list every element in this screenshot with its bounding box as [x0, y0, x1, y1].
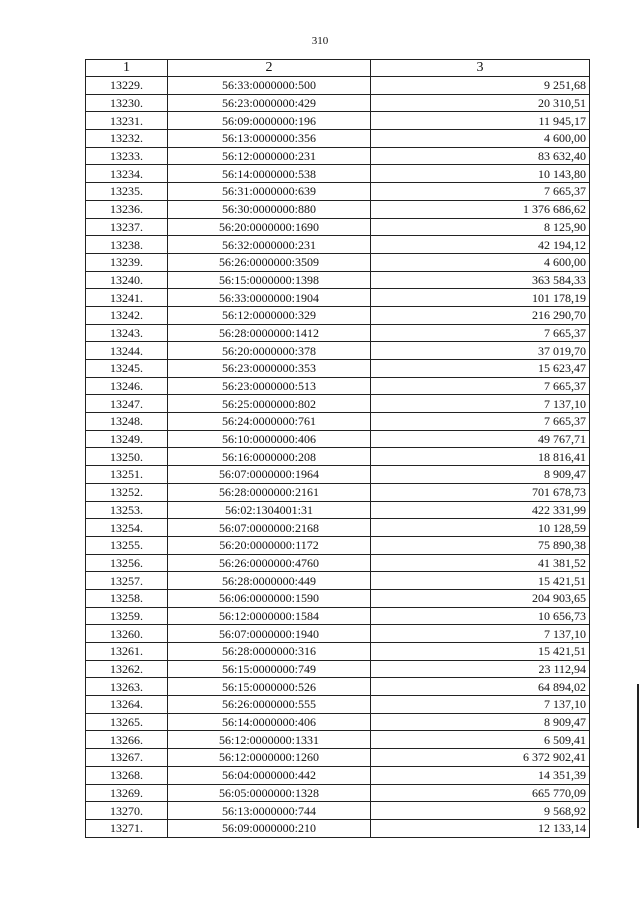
amount-cell: 41 381,52: [371, 554, 590, 572]
row-number-cell: 13261.: [86, 643, 168, 661]
row-number-cell: 13263.: [86, 678, 168, 696]
cadastral-number-cell: 56:26:0000000:555: [168, 696, 371, 714]
page-edge-mark: [637, 684, 639, 828]
row-number-cell: 13271.: [86, 819, 168, 837]
table-row: [86, 678, 590, 696]
row-number-cell: 13232.: [86, 130, 168, 148]
cadastral-number-cell: 56:12:0000000:1584: [168, 607, 371, 625]
cadastral-number-cell: 56:23:0000000:513: [168, 377, 371, 395]
amount-cell: 665 770,09: [371, 784, 590, 802]
header-col-2: 2: [168, 60, 371, 77]
row-number-cell: 13265.: [86, 713, 168, 731]
cadastral-number-cell: 56:24:0000000:761: [168, 413, 371, 431]
cadastral-number-cell: 56:25:0000000:802: [168, 395, 371, 413]
cadastral-number-cell: 56:31:0000000:639: [168, 183, 371, 201]
cadastral-number-cell: 56:15:0000000:526: [168, 678, 371, 696]
row-number-cell: 13253.: [86, 501, 168, 519]
cadastral-number-cell: 56:26:0000000:3509: [168, 253, 371, 271]
amount-cell: 11 945,17: [371, 112, 590, 130]
header-row: [86, 60, 590, 77]
table-row: [86, 183, 590, 201]
cadastral-number-cell: 56:10:0000000:406: [168, 430, 371, 448]
row-number-cell: 13243.: [86, 324, 168, 342]
table-row: [86, 625, 590, 643]
table-row: [86, 342, 590, 360]
table-row: [86, 395, 590, 413]
table-row: [86, 77, 590, 95]
table-row: [86, 572, 590, 590]
table-row: [86, 766, 590, 784]
amount-cell: 7 137,10: [371, 696, 590, 714]
cadastral-number-cell: 56:12:0000000:1260: [168, 749, 371, 767]
row-number-cell: 13256.: [86, 554, 168, 572]
table-row: [86, 324, 590, 342]
cadastral-number-cell: 56:30:0000000:880: [168, 200, 371, 218]
header-col-1: 1: [86, 60, 168, 77]
cadastral-number-cell: 56:07:0000000:1964: [168, 466, 371, 484]
table-row: [86, 377, 590, 395]
table-row: [86, 554, 590, 572]
amount-cell: 42 194,12: [371, 236, 590, 254]
table-row: [86, 165, 590, 183]
amount-cell: 7 137,10: [371, 395, 590, 413]
table-row: [86, 713, 590, 731]
row-number-cell: 13252.: [86, 483, 168, 501]
row-number-cell: 13248.: [86, 413, 168, 431]
cadastral-number-cell: 56:28:0000000:1412: [168, 324, 371, 342]
cadastral-number-cell: 56:20:0000000:1172: [168, 536, 371, 554]
amount-cell: 7 137,10: [371, 625, 590, 643]
row-number-cell: 13250.: [86, 448, 168, 466]
table-row: [86, 607, 590, 625]
table-row: [86, 643, 590, 661]
table-row: [86, 289, 590, 307]
amount-cell: 9 568,92: [371, 802, 590, 820]
cadastral-number-cell: 56:14:0000000:406: [168, 713, 371, 731]
amount-cell: 49 767,71: [371, 430, 590, 448]
cadastral-number-cell: 56:09:0000000:196: [168, 112, 371, 130]
cadastral-number-cell: 56:12:0000000:231: [168, 147, 371, 165]
cadastral-number-cell: 56:32:0000000:231: [168, 236, 371, 254]
cadastral-number-cell: 56:26:0000000:4760: [168, 554, 371, 572]
row-number-cell: 13267.: [86, 749, 168, 767]
table-row: [86, 306, 590, 324]
table-body: [86, 77, 590, 838]
amount-cell: 9 251,68: [371, 77, 590, 95]
amount-cell: 10 128,59: [371, 519, 590, 537]
row-number-cell: 13260.: [86, 625, 168, 643]
row-number-cell: 13246.: [86, 377, 168, 395]
table-row: [86, 360, 590, 378]
row-number-cell: 13268.: [86, 766, 168, 784]
row-number-cell: 13237.: [86, 218, 168, 236]
table-row: [86, 112, 590, 130]
amount-cell: 4 600,00: [371, 130, 590, 148]
cadastral-number-cell: 56:14:0000000:538: [168, 165, 371, 183]
table-row: [86, 271, 590, 289]
table-row: [86, 448, 590, 466]
row-number-cell: 13270.: [86, 802, 168, 820]
amount-cell: 14 351,39: [371, 766, 590, 784]
table-row: [86, 501, 590, 519]
amount-cell: 15 421,51: [371, 643, 590, 661]
row-number-cell: 13249.: [86, 430, 168, 448]
table-row: [86, 660, 590, 678]
row-number-cell: 13254.: [86, 519, 168, 537]
amount-cell: 10 143,80: [371, 165, 590, 183]
page-number: 310: [311, 35, 329, 47]
amount-cell: 23 112,94: [371, 660, 590, 678]
row-number-cell: 13230.: [86, 94, 168, 112]
table-row: [86, 236, 590, 254]
table-row: [86, 200, 590, 218]
cadastral-number-cell: 56:28:0000000:2161: [168, 483, 371, 501]
table-row: [86, 130, 590, 148]
table-row: [86, 519, 590, 537]
amount-cell: 75 890,38: [371, 536, 590, 554]
data-table: [85, 59, 590, 838]
amount-cell: 10 656,73: [371, 607, 590, 625]
cadastral-number-cell: 56:28:0000000:316: [168, 643, 371, 661]
row-number-cell: 13251.: [86, 466, 168, 484]
row-number-cell: 13262.: [86, 660, 168, 678]
table-row: [86, 536, 590, 554]
row-number-cell: 13240.: [86, 271, 168, 289]
amount-cell: 64 894,02: [371, 678, 590, 696]
amount-cell: 8 125,90: [371, 218, 590, 236]
cadastral-number-cell: 56:07:0000000:1940: [168, 625, 371, 643]
cadastral-number-cell: 56:13:0000000:356: [168, 130, 371, 148]
amount-cell: 15 623,47: [371, 360, 590, 378]
header-col-3: 3: [371, 60, 590, 77]
table-row: [86, 253, 590, 271]
row-number-cell: 13266.: [86, 731, 168, 749]
row-number-cell: 13238.: [86, 236, 168, 254]
row-number-cell: 13264.: [86, 696, 168, 714]
cadastral-number-cell: 56:23:0000000:429: [168, 94, 371, 112]
table-row: [86, 696, 590, 714]
amount-cell: 4 600,00: [371, 253, 590, 271]
cadastral-number-cell: 56:05:0000000:1328: [168, 784, 371, 802]
cadastral-number-cell: 56:06:0000000:1590: [168, 589, 371, 607]
amount-cell: 6 372 902,41: [371, 749, 590, 767]
cadastral-number-cell: 56:02:1304001:31: [168, 501, 371, 519]
amount-cell: 422 331,99: [371, 501, 590, 519]
amount-cell: 83 632,40: [371, 147, 590, 165]
table-row: [86, 731, 590, 749]
amount-cell: 101 178,19: [371, 289, 590, 307]
row-number-cell: 13244.: [86, 342, 168, 360]
cadastral-number-cell: 56:15:0000000:1398: [168, 271, 371, 289]
table-row: [86, 218, 590, 236]
cadastral-number-cell: 56:16:0000000:208: [168, 448, 371, 466]
table-row: [86, 430, 590, 448]
row-number-cell: 13235.: [86, 183, 168, 201]
row-number-cell: 13255.: [86, 536, 168, 554]
table-row: [86, 802, 590, 820]
cadastral-number-cell: 56:09:0000000:210: [168, 819, 371, 837]
amount-cell: 701 678,73: [371, 483, 590, 501]
table-row: [86, 413, 590, 431]
row-number-cell: 13236.: [86, 200, 168, 218]
cadastral-number-cell: 56:33:0000000:500: [168, 77, 371, 95]
cadastral-number-cell: 56:33:0000000:1904: [168, 289, 371, 307]
row-number-cell: 13247.: [86, 395, 168, 413]
row-number-cell: 13242.: [86, 306, 168, 324]
row-number-cell: 13269.: [86, 784, 168, 802]
table-row: [86, 147, 590, 165]
amount-cell: 7 665,37: [371, 183, 590, 201]
amount-cell: 7 665,37: [371, 377, 590, 395]
row-number-cell: 13233.: [86, 147, 168, 165]
cadastral-number-cell: 56:12:0000000:329: [168, 306, 371, 324]
cadastral-number-cell: 56:20:0000000:378: [168, 342, 371, 360]
amount-cell: 20 310,51: [371, 94, 590, 112]
cadastral-number-cell: 56:12:0000000:1331: [168, 731, 371, 749]
row-number-cell: 13245.: [86, 360, 168, 378]
cadastral-number-cell: 56:15:0000000:749: [168, 660, 371, 678]
row-number-cell: 13229.: [86, 77, 168, 95]
amount-cell: 7 665,37: [371, 324, 590, 342]
table-row: [86, 94, 590, 112]
row-number-cell: 13259.: [86, 607, 168, 625]
table-row: [86, 483, 590, 501]
amount-cell: 18 816,41: [371, 448, 590, 466]
cadastral-number-cell: 56:04:0000000:442: [168, 766, 371, 784]
table-row: [86, 589, 590, 607]
amount-cell: 15 421,51: [371, 572, 590, 590]
cadastral-number-cell: 56:07:0000000:2168: [168, 519, 371, 537]
amount-cell: 1 376 686,62: [371, 200, 590, 218]
table-row: [86, 819, 590, 837]
row-number-cell: 13241.: [86, 289, 168, 307]
cadastral-number-cell: 56:28:0000000:449: [168, 572, 371, 590]
amount-cell: 8 909,47: [371, 713, 590, 731]
table-row: [86, 749, 590, 767]
amount-cell: 8 909,47: [371, 466, 590, 484]
row-number-cell: 13239.: [86, 253, 168, 271]
row-number-cell: 13234.: [86, 165, 168, 183]
row-number-cell: 13257.: [86, 572, 168, 590]
table-row: [86, 466, 590, 484]
amount-cell: 7 665,37: [371, 413, 590, 431]
cadastral-number-cell: 56:23:0000000:353: [168, 360, 371, 378]
row-number-cell: 13258.: [86, 589, 168, 607]
amount-cell: 37 019,70: [371, 342, 590, 360]
cadastral-number-cell: 56:13:0000000:744: [168, 802, 371, 820]
amount-cell: 6 509,41: [371, 731, 590, 749]
amount-cell: 12 133,14: [371, 819, 590, 837]
amount-cell: 216 290,70: [371, 306, 590, 324]
amount-cell: 363 584,33: [371, 271, 590, 289]
table-header: [86, 60, 590, 77]
table-row: [86, 784, 590, 802]
row-number-cell: 13231.: [86, 112, 168, 130]
cadastral-number-cell: 56:20:0000000:1690: [168, 218, 371, 236]
amount-cell: 204 903,65: [371, 589, 590, 607]
